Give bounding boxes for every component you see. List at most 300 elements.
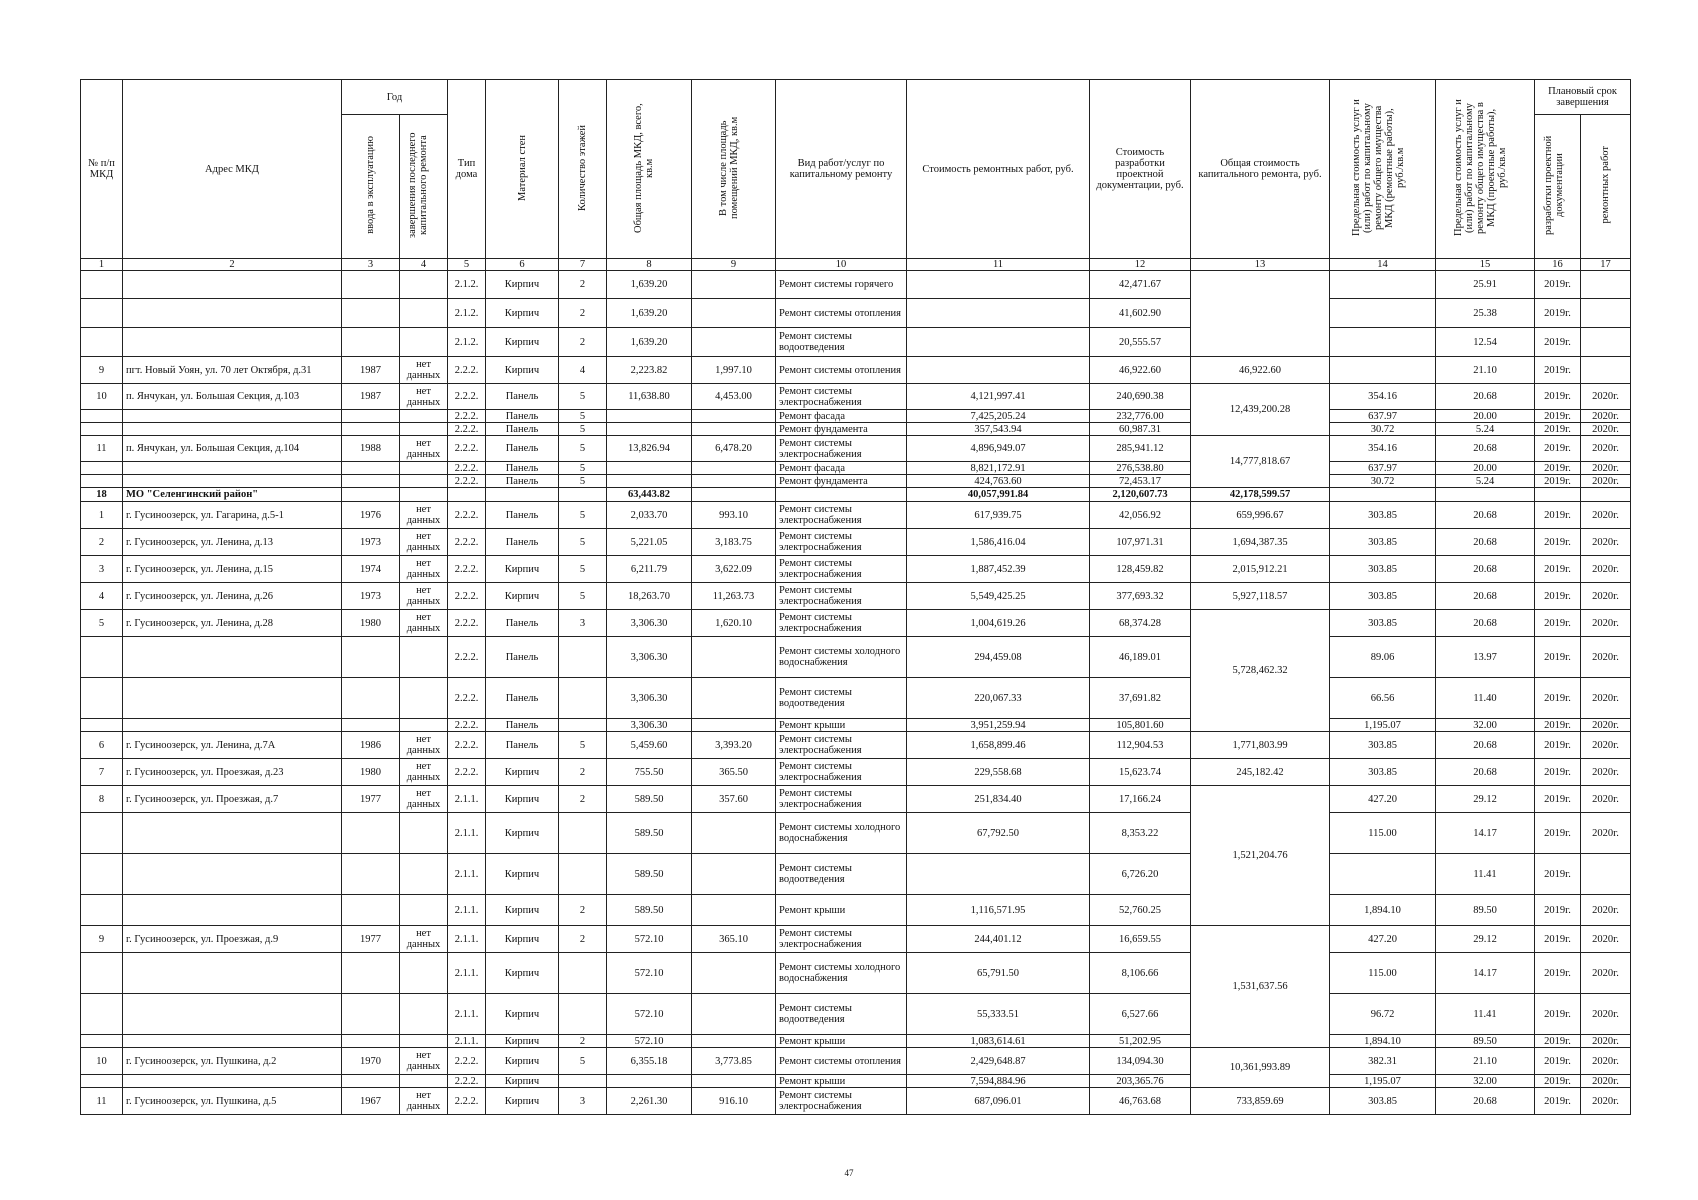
cell-planned-design: 2019г. bbox=[1535, 556, 1581, 583]
cell-address bbox=[123, 271, 342, 299]
header-house-type: Тип дома bbox=[448, 80, 486, 259]
cell-address: г. Гусиноозерск, ул. Ленина, д.15 bbox=[123, 556, 342, 583]
cell-floors bbox=[559, 1075, 607, 1088]
cell-house-type: 2.1.2. bbox=[448, 299, 486, 328]
cell-total-area: 589.50 bbox=[607, 813, 692, 854]
cell-limit-design: 11.41 bbox=[1436, 854, 1535, 895]
cell-address bbox=[123, 462, 342, 475]
cell-work-type bbox=[776, 488, 907, 502]
cell-limit-repair: 303.85 bbox=[1330, 610, 1436, 637]
cell-total-area bbox=[607, 462, 692, 475]
cell-limit-repair: 303.85 bbox=[1330, 583, 1436, 610]
cell-year-last-repair bbox=[400, 895, 448, 926]
cell-work-type: Ремонт системы электроснабжения bbox=[776, 436, 907, 462]
cell-total-cost: 245,182.42 bbox=[1191, 759, 1330, 786]
cell-total-area: 6,355.18 bbox=[607, 1048, 692, 1075]
cell-total-cost: 1,531,637.56 bbox=[1191, 926, 1330, 1048]
cell-year-last-repair bbox=[400, 271, 448, 299]
cell-limit-design: 25.38 bbox=[1436, 299, 1535, 328]
cell-year-commission bbox=[342, 1035, 400, 1048]
cell-house-type: 2.2.2. bbox=[448, 556, 486, 583]
cell-total-cost: 1,771,803.99 bbox=[1191, 732, 1330, 759]
cell-limit-design: 11.41 bbox=[1436, 994, 1535, 1035]
cell-planned-repair: 2020г. bbox=[1581, 529, 1631, 556]
cell-year-last-repair: нет данных bbox=[400, 1088, 448, 1115]
column-number: 17 bbox=[1581, 259, 1631, 271]
cell-year-commission bbox=[342, 719, 400, 732]
cell-work-type: Ремонт фундамента bbox=[776, 423, 907, 436]
column-number: 7 bbox=[559, 259, 607, 271]
cell-limit-repair: 303.85 bbox=[1330, 529, 1436, 556]
cell-total-area: 572.10 bbox=[607, 953, 692, 994]
cell-design-cost: 16,659.55 bbox=[1090, 926, 1191, 953]
cell-year-last-repair bbox=[400, 299, 448, 328]
cell-address bbox=[123, 328, 342, 357]
cell-year-last-repair: нет данных bbox=[400, 556, 448, 583]
cell-row-number bbox=[81, 678, 123, 719]
cell-wall-material: Кирпич bbox=[486, 759, 559, 786]
cell-limit-repair: 303.85 bbox=[1330, 759, 1436, 786]
cell-floors: 2 bbox=[559, 299, 607, 328]
cell-year-commission bbox=[342, 299, 400, 328]
cell-work-type: Ремонт фасада bbox=[776, 410, 907, 423]
cell-address: г. Гусиноозерск, ул. Ленина, д.28 bbox=[123, 610, 342, 637]
cell-row-number bbox=[81, 637, 123, 678]
cell-year-commission: 1977 bbox=[342, 786, 400, 813]
cell-row-number: 11 bbox=[81, 1088, 123, 1115]
cell-row-number bbox=[81, 462, 123, 475]
cell-total-area: 1,639.20 bbox=[607, 328, 692, 357]
cell-work-type: Ремонт системы электроснабжения bbox=[776, 732, 907, 759]
cell-planned-design: 2019г. bbox=[1535, 436, 1581, 462]
cell-planned-design: 2019г. bbox=[1535, 719, 1581, 732]
cell-total-area: 5,459.60 bbox=[607, 732, 692, 759]
cell-limit-repair: 30.72 bbox=[1330, 475, 1436, 488]
cell-year-last-repair: нет данных bbox=[400, 529, 448, 556]
cell-year-last-repair bbox=[400, 410, 448, 423]
cell-row-number bbox=[81, 1035, 123, 1048]
cell-floors: 5 bbox=[559, 502, 607, 529]
cell-premises-area bbox=[692, 271, 776, 299]
cell-total-area bbox=[607, 1075, 692, 1088]
cell-work-type: Ремонт крыши bbox=[776, 1035, 907, 1048]
cell-year-last-repair: нет данных bbox=[400, 786, 448, 813]
cell-work-type: Ремонт системы электроснабжения bbox=[776, 786, 907, 813]
cell-year-last-repair: нет данных bbox=[400, 357, 448, 384]
table-row bbox=[81, 1035, 1631, 1048]
cell-total-area: 572.10 bbox=[607, 994, 692, 1035]
cell-address bbox=[123, 423, 342, 436]
cell-planned-design: 2019г. bbox=[1535, 610, 1581, 637]
cell-floors: 5 bbox=[559, 556, 607, 583]
cell-design-cost: 2,120,607.73 bbox=[1090, 488, 1191, 502]
cell-total-area: 13,826.94 bbox=[607, 436, 692, 462]
cell-planned-design: 2019г. bbox=[1535, 953, 1581, 994]
table-row bbox=[81, 299, 1631, 328]
cell-limit-repair bbox=[1330, 488, 1436, 502]
cell-limit-design: 29.12 bbox=[1436, 926, 1535, 953]
cell-row-number bbox=[81, 953, 123, 994]
cell-work-type: Ремонт крыши bbox=[776, 895, 907, 926]
cell-design-cost: 46,763.68 bbox=[1090, 1088, 1191, 1115]
cell-limit-repair: 303.85 bbox=[1330, 1088, 1436, 1115]
cell-design-cost: 42,056.92 bbox=[1090, 502, 1191, 529]
cell-floors bbox=[559, 854, 607, 895]
cell-premises-area: 6,478.20 bbox=[692, 436, 776, 462]
cell-premises-area: 1,997.10 bbox=[692, 357, 776, 384]
header-year: Год bbox=[342, 80, 448, 115]
cell-planned-design: 2019г. bbox=[1535, 813, 1581, 854]
column-number: 11 bbox=[907, 259, 1090, 271]
cell-wall-material: Кирпич bbox=[486, 1075, 559, 1088]
column-number: 3 bbox=[342, 259, 400, 271]
cell-repair-cost: 1,083,614.61 bbox=[907, 1035, 1090, 1048]
cell-repair-cost: 244,401.12 bbox=[907, 926, 1090, 953]
cell-address bbox=[123, 1035, 342, 1048]
column-number: 6 bbox=[486, 259, 559, 271]
cell-total-area: 1,639.20 bbox=[607, 299, 692, 328]
cell-limit-design: 20.68 bbox=[1436, 556, 1535, 583]
cell-address: г. Гусиноозерск, ул. Пушкина, д.2 bbox=[123, 1048, 342, 1075]
cell-planned-repair bbox=[1581, 488, 1631, 502]
cell-repair-cost: 229,558.68 bbox=[907, 759, 1090, 786]
cell-repair-cost: 2,429,648.87 bbox=[907, 1048, 1090, 1075]
cell-premises-area: 916.10 bbox=[692, 1088, 776, 1115]
cell-house-type: 2.2.2. bbox=[448, 436, 486, 462]
cell-limit-repair: 89.06 bbox=[1330, 637, 1436, 678]
cell-house-type: 2.2.2. bbox=[448, 759, 486, 786]
cell-planned-repair bbox=[1581, 357, 1631, 384]
cell-planned-design: 2019г. bbox=[1535, 637, 1581, 678]
cell-work-type: Ремонт системы электроснабжения bbox=[776, 502, 907, 529]
cell-limit-design: 12.54 bbox=[1436, 328, 1535, 357]
cell-row-number: 2 bbox=[81, 529, 123, 556]
column-number: 12 bbox=[1090, 259, 1191, 271]
cell-row-number bbox=[81, 719, 123, 732]
cell-year-commission bbox=[342, 994, 400, 1035]
cell-planned-design: 2019г. bbox=[1535, 357, 1581, 384]
cell-address: МО "Селенгинский район" bbox=[123, 488, 342, 502]
cell-design-cost: 232,776.00 bbox=[1090, 410, 1191, 423]
cell-limit-repair bbox=[1330, 854, 1436, 895]
table-row bbox=[81, 994, 1631, 1035]
table-row bbox=[81, 854, 1631, 895]
cell-address: г. Гусиноозерск, ул. Проезжая, д.23 bbox=[123, 759, 342, 786]
cell-work-type: Ремонт крыши bbox=[776, 1075, 907, 1088]
cell-repair-cost: 1,116,571.95 bbox=[907, 895, 1090, 926]
cell-floors: 4 bbox=[559, 357, 607, 384]
header-wall-material: Материал стен bbox=[516, 134, 528, 201]
cell-year-commission: 1970 bbox=[342, 1048, 400, 1075]
cell-design-cost: 72,453.17 bbox=[1090, 475, 1191, 488]
cell-total-area: 3,306.30 bbox=[607, 719, 692, 732]
cell-house-type: 2.1.1. bbox=[448, 854, 486, 895]
cell-year-last-repair bbox=[400, 953, 448, 994]
cell-limit-design: 21.10 bbox=[1436, 357, 1535, 384]
cell-premises-area: 4,453.00 bbox=[692, 384, 776, 410]
cell-work-type: Ремонт фасада bbox=[776, 462, 907, 475]
cell-repair-cost: 40,057,991.84 bbox=[907, 488, 1090, 502]
cell-design-cost: 285,941.12 bbox=[1090, 436, 1191, 462]
cell-total-cost: 5,927,118.57 bbox=[1191, 583, 1330, 610]
cell-wall-material: Кирпич bbox=[486, 1035, 559, 1048]
cell-row-number bbox=[81, 410, 123, 423]
cell-row-number bbox=[81, 328, 123, 357]
cell-limit-design: 20.68 bbox=[1436, 436, 1535, 462]
cell-address: г. Гусиноозерск, ул. Проезжая, д.9 bbox=[123, 926, 342, 953]
cell-planned-design: 2019г. bbox=[1535, 502, 1581, 529]
cell-year-commission bbox=[342, 637, 400, 678]
cell-total-area: 6,211.79 bbox=[607, 556, 692, 583]
cell-floors bbox=[559, 488, 607, 502]
cell-floors bbox=[559, 994, 607, 1035]
cell-floors: 5 bbox=[559, 384, 607, 410]
cell-premises-area bbox=[692, 423, 776, 436]
cell-year-commission bbox=[342, 953, 400, 994]
cell-house-type: 2.2.2. bbox=[448, 732, 486, 759]
cell-address: п. Янчукан, ул. Большая Секция, д.104 bbox=[123, 436, 342, 462]
header-year-commission: ввода в эксплуатацию bbox=[365, 136, 376, 234]
cell-premises-area: 993.10 bbox=[692, 502, 776, 529]
cell-work-type: Ремонт системы горячего bbox=[776, 271, 907, 299]
header-total-cost: Общая стоимость капитального ремонта, руб. bbox=[1191, 80, 1330, 259]
cell-design-cost: 107,971.31 bbox=[1090, 529, 1191, 556]
cell-repair-cost: 4,896,949.07 bbox=[907, 436, 1090, 462]
cell-year-commission: 1987 bbox=[342, 384, 400, 410]
cell-planned-design: 2019г. bbox=[1535, 529, 1581, 556]
cell-floors: 2 bbox=[559, 1035, 607, 1048]
header-limit-design: Предельная стоимость услуг и (или) работ по капитальному ремонту общего имущества в МКД (проектные работы), руб./кв.м bbox=[1453, 99, 1508, 236]
cell-limit-design: 20.68 bbox=[1436, 1088, 1535, 1115]
cell-year-last-repair bbox=[400, 462, 448, 475]
cell-row-number bbox=[81, 271, 123, 299]
cell-wall-material: Панель bbox=[486, 384, 559, 410]
cell-repair-cost bbox=[907, 357, 1090, 384]
cell-premises-area: 365.50 bbox=[692, 759, 776, 786]
cell-limit-repair bbox=[1330, 328, 1436, 357]
cell-year-commission: 1977 bbox=[342, 926, 400, 953]
cell-repair-cost: 67,792.50 bbox=[907, 813, 1090, 854]
cell-year-commission bbox=[342, 423, 400, 436]
cell-wall-material: Панель bbox=[486, 637, 559, 678]
cell-address bbox=[123, 994, 342, 1035]
cell-floors: 5 bbox=[559, 410, 607, 423]
cell-floors bbox=[559, 678, 607, 719]
cell-design-cost: 15,623.74 bbox=[1090, 759, 1191, 786]
cell-wall-material: Панель bbox=[486, 610, 559, 637]
cell-address: г. Гусиноозерск, ул. Ленина, д.13 bbox=[123, 529, 342, 556]
cell-repair-cost: 5,549,425.25 bbox=[907, 583, 1090, 610]
cell-planned-repair: 2020г. bbox=[1581, 953, 1631, 994]
cell-house-type: 2.1.1. bbox=[448, 926, 486, 953]
cell-house-type: 2.1.2. bbox=[448, 271, 486, 299]
header-work-type: Вид работ/услуг по капитальному ремонту bbox=[776, 80, 907, 259]
cell-total-area: 5,221.05 bbox=[607, 529, 692, 556]
cell-limit-design: 20.68 bbox=[1436, 732, 1535, 759]
cell-limit-design: 5.24 bbox=[1436, 475, 1535, 488]
table-row bbox=[81, 502, 1631, 529]
cell-total-cost: 14,777,818.67 bbox=[1191, 436, 1330, 488]
cell-address: п. Янчукан, ул. Большая Секция, д.103 bbox=[123, 384, 342, 410]
cell-planned-repair: 2020г. bbox=[1581, 786, 1631, 813]
cell-limit-repair: 303.85 bbox=[1330, 556, 1436, 583]
cell-year-last-repair bbox=[400, 678, 448, 719]
column-number-row bbox=[81, 259, 1631, 271]
cell-limit-design: 89.50 bbox=[1436, 895, 1535, 926]
cell-work-type: Ремонт системы водоотведения bbox=[776, 678, 907, 719]
cell-repair-cost: 1,658,899.46 bbox=[907, 732, 1090, 759]
cell-house-type: 2.2.2. bbox=[448, 529, 486, 556]
cell-work-type: Ремонт системы водоотведения bbox=[776, 994, 907, 1035]
cell-planned-repair: 2020г. bbox=[1581, 926, 1631, 953]
cell-floors: 5 bbox=[559, 423, 607, 436]
cell-year-commission bbox=[342, 895, 400, 926]
cell-limit-repair bbox=[1330, 271, 1436, 299]
cell-floors: 2 bbox=[559, 895, 607, 926]
cell-row-number: 6 bbox=[81, 732, 123, 759]
cell-repair-cost: 220,067.33 bbox=[907, 678, 1090, 719]
cell-total-area: 11,638.80 bbox=[607, 384, 692, 410]
cell-work-type: Ремонт фундамента bbox=[776, 475, 907, 488]
header-year-last-repair: завершения последнего капитального ремонта bbox=[406, 132, 429, 238]
cell-limit-design: 20.00 bbox=[1436, 462, 1535, 475]
cell-year-last-repair: нет данных bbox=[400, 583, 448, 610]
cell-planned-design: 2019г. bbox=[1535, 475, 1581, 488]
cell-house-type: 2.1.1. bbox=[448, 813, 486, 854]
cell-year-commission bbox=[342, 410, 400, 423]
cell-planned-design bbox=[1535, 488, 1581, 502]
cell-premises-area: 3,622.09 bbox=[692, 556, 776, 583]
cell-limit-design: 20.00 bbox=[1436, 410, 1535, 423]
cell-row-number: 10 bbox=[81, 1048, 123, 1075]
cell-planned-repair bbox=[1581, 271, 1631, 299]
cell-house-type: 2.2.2. bbox=[448, 719, 486, 732]
cell-repair-cost: 1,586,416.04 bbox=[907, 529, 1090, 556]
cell-planned-design: 2019г. bbox=[1535, 786, 1581, 813]
cell-total-area: 2,261.30 bbox=[607, 1088, 692, 1115]
cell-year-last-repair bbox=[400, 813, 448, 854]
cell-floors bbox=[559, 813, 607, 854]
cell-year-commission bbox=[342, 488, 400, 502]
table-row bbox=[81, 895, 1631, 926]
cell-address bbox=[123, 299, 342, 328]
cell-limit-repair: 1,894.10 bbox=[1330, 895, 1436, 926]
cell-wall-material: Кирпич bbox=[486, 813, 559, 854]
table-row bbox=[81, 678, 1631, 719]
cell-premises-area: 365.10 bbox=[692, 926, 776, 953]
cell-year-commission bbox=[342, 462, 400, 475]
cell-total-area: 572.10 bbox=[607, 926, 692, 953]
cell-year-last-repair bbox=[400, 854, 448, 895]
cell-wall-material bbox=[486, 488, 559, 502]
cell-house-type: 2.2.2. bbox=[448, 502, 486, 529]
cell-planned-design: 2019г. bbox=[1535, 410, 1581, 423]
cell-work-type: Ремонт системы отопления bbox=[776, 357, 907, 384]
cell-wall-material: Панель bbox=[486, 502, 559, 529]
cell-premises-area bbox=[692, 719, 776, 732]
cell-year-commission bbox=[342, 1075, 400, 1088]
cell-wall-material: Кирпич bbox=[486, 994, 559, 1035]
cell-floors: 5 bbox=[559, 529, 607, 556]
cell-design-cost: 8,353.22 bbox=[1090, 813, 1191, 854]
cell-design-cost: 41,602.90 bbox=[1090, 299, 1191, 328]
cell-floors: 5 bbox=[559, 1048, 607, 1075]
cell-year-last-repair: нет данных bbox=[400, 926, 448, 953]
cell-repair-cost: 251,834.40 bbox=[907, 786, 1090, 813]
cell-limit-design: 20.68 bbox=[1436, 384, 1535, 410]
column-number: 13 bbox=[1191, 259, 1330, 271]
cell-year-last-repair bbox=[400, 1035, 448, 1048]
cell-work-type: Ремонт системы водоотведения bbox=[776, 328, 907, 357]
column-number: 16 bbox=[1535, 259, 1581, 271]
cell-work-type: Ремонт системы электроснабжения bbox=[776, 384, 907, 410]
cell-repair-cost: 3,951,259.94 bbox=[907, 719, 1090, 732]
cell-address: г. Гусиноозерск, ул. Ленина, д.26 bbox=[123, 583, 342, 610]
cell-limit-repair: 637.97 bbox=[1330, 462, 1436, 475]
cell-year-commission bbox=[342, 475, 400, 488]
cell-address: г. Гусиноозерск, ул. Ленина, д.7А bbox=[123, 732, 342, 759]
cell-work-type: Ремонт системы электроснабжения bbox=[776, 610, 907, 637]
cell-year-last-repair: нет данных bbox=[400, 610, 448, 637]
cell-limit-design: 20.68 bbox=[1436, 610, 1535, 637]
cell-wall-material: Панель bbox=[486, 732, 559, 759]
cell-repair-cost: 8,821,172.91 bbox=[907, 462, 1090, 475]
cell-planned-design: 2019г. bbox=[1535, 895, 1581, 926]
cell-address bbox=[123, 854, 342, 895]
cell-planned-design: 2019г. bbox=[1535, 583, 1581, 610]
cell-row-number: 1 bbox=[81, 502, 123, 529]
cell-year-commission: 1988 bbox=[342, 436, 400, 462]
cell-floors: 5 bbox=[559, 732, 607, 759]
table-row bbox=[81, 271, 1631, 299]
cell-total-area: 3,306.30 bbox=[607, 678, 692, 719]
column-number: 15 bbox=[1436, 259, 1535, 271]
table-row bbox=[81, 583, 1631, 610]
table-row bbox=[81, 529, 1631, 556]
cell-year-commission: 1973 bbox=[342, 529, 400, 556]
table-row bbox=[81, 637, 1631, 678]
cell-year-last-repair bbox=[400, 328, 448, 357]
cell-planned-repair: 2020г. bbox=[1581, 502, 1631, 529]
cell-total-area: 2,223.82 bbox=[607, 357, 692, 384]
cell-planned-repair: 2020г. bbox=[1581, 1088, 1631, 1115]
cell-year-last-repair: нет данных bbox=[400, 436, 448, 462]
cell-design-cost: 8,106.66 bbox=[1090, 953, 1191, 994]
cell-wall-material: Кирпич bbox=[486, 854, 559, 895]
cell-planned-repair: 2020г. bbox=[1581, 384, 1631, 410]
cell-total-area: 589.50 bbox=[607, 895, 692, 926]
cell-repair-cost: 424,763.60 bbox=[907, 475, 1090, 488]
cell-wall-material: Панель bbox=[486, 529, 559, 556]
cell-row-number bbox=[81, 1075, 123, 1088]
cell-wall-material: Кирпич bbox=[486, 926, 559, 953]
cell-planned-repair: 2020г. bbox=[1581, 583, 1631, 610]
cell-limit-repair: 115.00 bbox=[1330, 953, 1436, 994]
cell-year-commission bbox=[342, 854, 400, 895]
cell-design-cost: 46,922.60 bbox=[1090, 357, 1191, 384]
cell-address: г. Гусиноозерск, ул. Пушкина, д.5 bbox=[123, 1088, 342, 1115]
cell-year-commission: 1973 bbox=[342, 583, 400, 610]
cell-work-type: Ремонт системы электроснабжения bbox=[776, 556, 907, 583]
cell-design-cost: 60,987.31 bbox=[1090, 423, 1191, 436]
cell-planned-design: 2019г. bbox=[1535, 271, 1581, 299]
cell-row-number bbox=[81, 475, 123, 488]
cell-limit-design: 14.17 bbox=[1436, 953, 1535, 994]
cell-repair-cost: 357,543.94 bbox=[907, 423, 1090, 436]
cell-house-type: 2.1.1. bbox=[448, 1035, 486, 1048]
cell-premises-area bbox=[692, 813, 776, 854]
cell-design-cost: 51,202.95 bbox=[1090, 1035, 1191, 1048]
